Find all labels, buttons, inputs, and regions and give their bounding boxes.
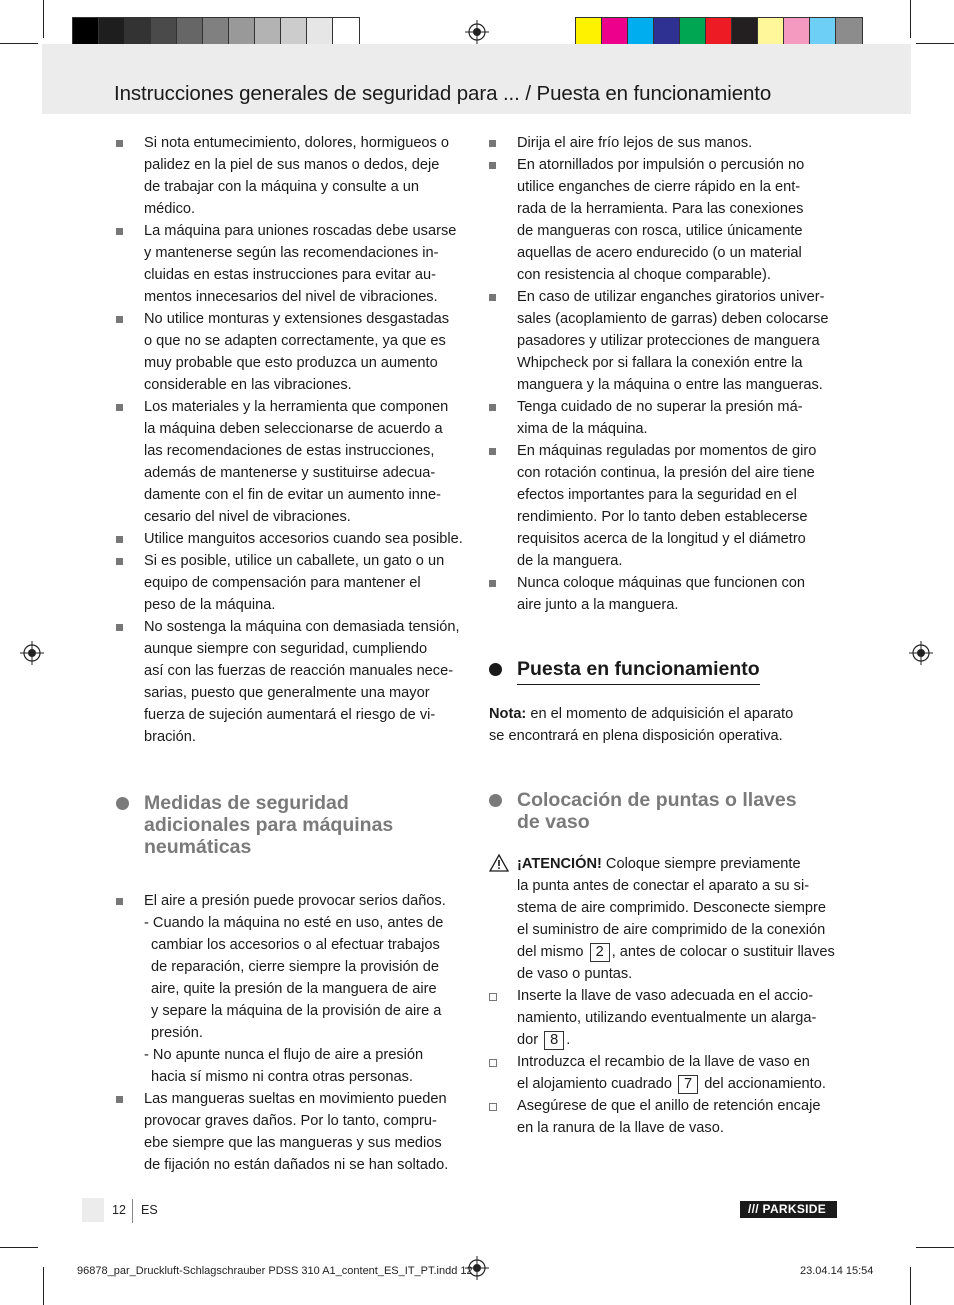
crop-mark <box>910 0 911 38</box>
color-swatch <box>602 18 628 45</box>
square-bullet-icon <box>116 1096 123 1103</box>
color-swatch <box>706 18 732 45</box>
crop-mark <box>916 1247 954 1248</box>
step-checkbox-icon <box>489 1103 497 1111</box>
color-swatch <box>628 18 654 45</box>
registration-mark-icon <box>465 20 489 44</box>
color-swatch <box>203 18 229 45</box>
process-color-bar <box>575 17 863 46</box>
step-checkbox-icon <box>489 993 497 1001</box>
square-bullet-icon <box>489 580 496 587</box>
warning-triangle-icon <box>489 854 509 872</box>
list-item: No sostenga la máquina con demasiada tensión, aunque siempre con seguridad, cumpliendo así con las fuerzas de reacción manuales nece- sarias, puesto que generalmente una mayor fuerza de sujeción aumentará el riesgo de vi- bración. <box>116 616 476 748</box>
square-bullet-icon <box>116 140 123 147</box>
warning-paragraph: ¡ATENCIÓN! Coloque siempre previamente la punta antes de conectar el aparato a su si- stema de aire comprimido. Desconecte siempre el suministro de aire comprimido de la conexión del mismo 2 , antes de colocar o sustituir llaves de vaso o puntas. <box>489 853 849 985</box>
crop-mark <box>43 1267 44 1305</box>
list-item: Los materiales y la herramienta que componen la máquina deben seleccionarse de acuerdo a las recomendaciones de estas instrucciones, además de mantenerse y sustituirse adecua- damente con el fin de evitar un aumento inne- cesario del nivel de vibraciones. <box>116 396 476 528</box>
color-swatch <box>151 18 177 45</box>
list-item: El aire a presión puede provocar serios daños. - Cuando la máquina no esté en uso, antes de cambiar los accesorios o al efectuar trabajos de reparación, cierre siempre la provisión de aire, quite la presión de la manguera de aire y separe la máquina de la provisión de aire a presión. - No apunte nunca el flujo de aire a presión hacia sí mismo ni contra otras personas. <box>116 890 476 1088</box>
section-heading-colocacion: Colocación de puntas o llaves de vaso <box>489 789 849 833</box>
registration-mark-icon <box>20 641 44 665</box>
color-swatch <box>99 18 125 45</box>
list-item: Si nota entumecimiento, dolores, hormigueos o palidez en la piel de sus manos o dedos, deje de trabajar con la máquina y consulte a un médico. <box>116 132 476 220</box>
color-swatch <box>73 18 99 45</box>
step-item: Introduzca el recambio de la llave de vaso en el alojamiento cuadrado 7 del accionamiento. <box>489 1051 849 1095</box>
part-reference-2: 2 <box>590 943 610 962</box>
crop-mark <box>910 1267 911 1305</box>
page-number: 12 <box>112 1203 126 1217</box>
list-item: En caso de utilizar enganches giratorios univer- sales (acoplamiento de garras) deben colocarse pasadores y utilizar protecciones de manguera Whipcheck por si fallara la conexión entre la manguera y la máquina o entre las mangueras. <box>489 286 849 396</box>
square-bullet-icon <box>116 624 123 631</box>
footer-divider <box>132 1199 133 1223</box>
step-item: Asegúrese de que el anillo de retención encaje en la ranura de la llave de vaso. <box>489 1095 849 1139</box>
list-item: Tenga cuidado de no superar la presión má- xima de la máquina. <box>489 396 849 440</box>
slug-date: 23.04.14 15:54 <box>800 1265 874 1277</box>
color-swatch <box>732 18 758 45</box>
square-bullet-icon <box>489 294 496 301</box>
bullet-dot-icon <box>489 663 502 676</box>
square-bullet-icon <box>489 162 496 169</box>
list-item: Dirija el aire frío lejos de sus manos. <box>489 132 849 154</box>
page-number-box <box>82 1198 104 1222</box>
part-reference-8: 8 <box>544 1031 564 1050</box>
bullet-dot-icon <box>489 794 502 807</box>
list-item: En máquinas reguladas por momentos de giro con rotación continua, la presión del aire tiene efectos importantes para la seguridad en el rendimiento. Por lo tanto deben establecerse requisitos acerca de la longitud y el diámetro de la manguera. <box>489 440 849 572</box>
square-bullet-icon <box>489 448 496 455</box>
color-swatch <box>255 18 281 45</box>
list-item: En atornillados por impulsión o percusión no utilice enganches de cierre rápido en la ent- rada de la herramienta. Para las conexiones de mangueras con rosca, utilice únicamente aquellas de acero endurecido (o un material con resistencia al choque comparable). <box>489 154 849 286</box>
color-swatch <box>281 18 307 45</box>
step-item: Inserte la llave de vaso adecuada en el accio- namiento, utilizando eventualmente un alarga- dor 8 . <box>489 985 849 1051</box>
color-swatch <box>576 18 602 45</box>
slug-filename: 96878_par_Druckluft-Schlagschrauber PDSS 310 A1_content_ES_IT_PT.indd 12 <box>77 1265 473 1277</box>
crop-mark <box>0 1247 38 1248</box>
color-swatch <box>680 18 706 45</box>
color-swatch <box>784 18 810 45</box>
color-swatch <box>229 18 255 45</box>
color-swatch <box>836 18 862 45</box>
page-title: Instrucciones generales de seguridad para ... / Puesta en funcionamiento <box>114 82 772 105</box>
language-code: ES <box>141 1203 158 1217</box>
list-item: No utilice monturas y extensiones desgastadas o que no se adapten correctamente, ya que es muy probable que esto produzca un aumento considerable en las vibraciones. <box>116 308 476 396</box>
section-heading-puesta: Puesta en funcionamiento <box>489 658 849 685</box>
left-column <box>116 132 476 1176</box>
square-bullet-icon <box>489 140 496 147</box>
list-item: La máquina para uniones roscadas debe usarse y mantenerse según las recomendaciones in- cluidas en estas instrucciones para evitar au- mentos innecesarios del nivel de vibraciones. <box>116 220 476 308</box>
color-swatch <box>307 18 333 45</box>
square-bullet-icon <box>116 558 123 565</box>
square-bullet-icon <box>116 536 123 543</box>
nota-paragraph: Nota: en el momento de adquisición el aparato se encontrará en plena disposición operativa. <box>489 706 794 744</box>
brand-logo: /// PARKSIDE <box>740 1201 837 1218</box>
color-swatch <box>810 18 836 45</box>
square-bullet-icon <box>116 404 123 411</box>
color-swatch <box>125 18 151 45</box>
crop-mark <box>0 43 38 44</box>
square-bullet-icon <box>116 228 123 235</box>
grayscale-color-bar <box>72 17 360 46</box>
step-checkbox-icon <box>489 1059 497 1067</box>
list-item: Si es posible, utilice un caballete, un gato o un equipo de compensación para mantener el peso de la máquina. <box>116 550 476 616</box>
crop-mark <box>43 0 44 38</box>
color-swatch <box>654 18 680 45</box>
part-reference-7: 7 <box>678 1075 698 1094</box>
square-bullet-icon <box>116 316 123 323</box>
list-item: Utilice manguitos accesorios cuando sea posible. <box>116 528 476 550</box>
list-item: Nunca coloque máquinas que funcionen con aire junto a la manguera. <box>489 572 849 616</box>
right-column <box>489 132 849 1139</box>
page-header <box>42 44 911 114</box>
color-swatch <box>758 18 784 45</box>
section-heading-medidas: Medidas de seguridad adicionales para máquinas neumáticas <box>116 792 476 858</box>
bullet-dot-icon <box>116 797 129 810</box>
list-item: Las mangueras sueltas en movimiento pueden provocar graves daños. Por lo tanto, compru- ebe siempre que las mangueras y sus medios de fijación no están dañados ni se han soltado. <box>116 1088 476 1176</box>
square-bullet-icon <box>489 404 496 411</box>
square-bullet-icon <box>116 898 123 905</box>
registration-mark-icon <box>909 641 933 665</box>
color-swatch <box>177 18 203 45</box>
color-swatch <box>333 18 359 45</box>
crop-mark <box>916 43 954 44</box>
